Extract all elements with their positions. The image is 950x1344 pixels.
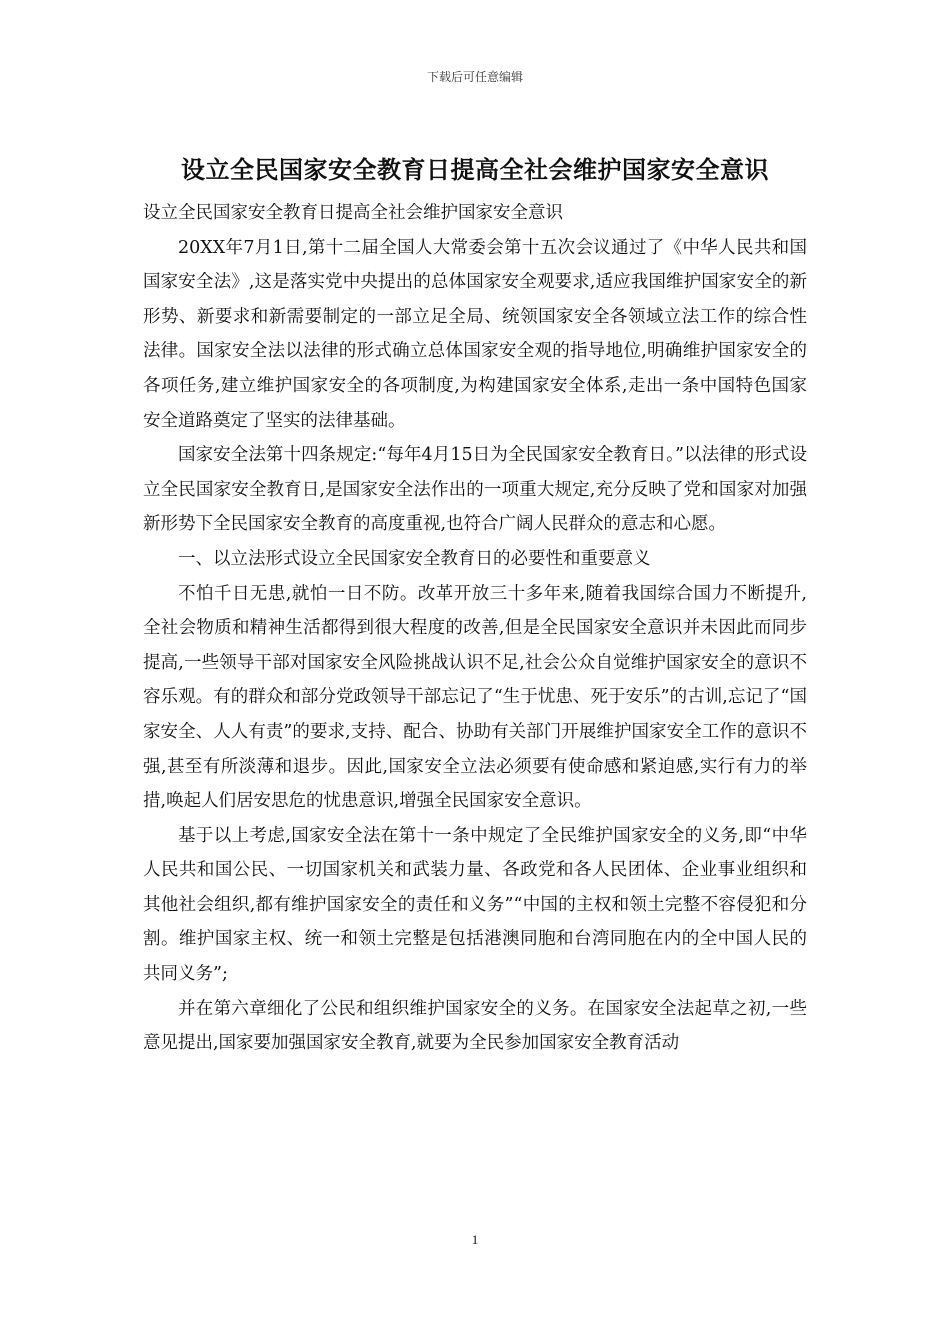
section-heading: 一、以立法形式设立全民国家安全教育日的必要性和重要意义 [178, 548, 651, 569]
paragraph: 不怕千日无患,就怕一日不防。改革开放三十多年来,随着我国综合国力不断提升,全社会物质和精神生活都得到很大程度的改善,但是全民国家安全意识并未因此而同步提高,一些领导干部对国家安全风险挑战认识不足,社会公众自觉维护国家安全的意识不容乐观。有的群众和部分党政领导干部忘记了“生于忧患、死于安乐”的古训,忘记了“国家安全、人人有责”的要求,支持、配合、协助有关部门开展维护国家安全工作的意识不强,甚至有所淡薄和退步。因此,国家安全立法必须要有使命感和紧迫感,实行有力的举措,唤起人们居安思危的忧患意识,增强全民国家安全意识。 [143, 583, 807, 812]
paragraph: 国家安全法第十四条规定:“每年4月15日为全民国家安全教育日。”以法律的形式设立全民国家安全教育日,是国家安全法作出的一项重大规定,充分反映了党和国家对加强新形势下全民国家安全教育的高度重视,也符合广阔人民群众的意志和心愿。 [143, 445, 807, 535]
paragraph: 基于以上考虑,国家安全法在第十一条中规定了全民维护国家安全的义务,即“中华人民共和国公民、一切国家机关和武装力量、各政党和各人民团体、企业事业组织和其他社会组织,都有维护国家安全的责任和义务”“中国的主权和领土完整不容侵犯和分割。维护国家主权、统一和领土完整是包括港澳同胞和台湾同胞在内的全中国人民的共同义务”; [143, 825, 807, 985]
paragraph: 并在第六章细化了公民和组织维护国家安全的义务。在国家安全法起草之初,一些意见提出,国家要加强国家安全教育,就要为全民参加国家安全教育活动 [143, 998, 807, 1054]
document-title: 设立全民国家安全教育日提高全社会维护国家安全意识 [181, 156, 769, 184]
header-note: 下载后可任意编辑 [426, 70, 523, 84]
paragraph: 20XX年7月1日,第十二届全国人大常委会第十五次会议通过了《中华人民共和国国家安全法》,这是落实党中央提出的总体国家安全观要求,适应我国维护国家安全的新形势、新要求和新需要制定的一部立足全局、统领国家安全各领域立法工作的综合性法律。国家安全法以法律的形式确立总体国家安全观的指导地位,明确维护国家安全的各项任务,建立维护国家安全的各项制度,为构建国家安全体系,走出一条中国特色国家安全道路奠定了坚实的法律基础。 [143, 237, 807, 431]
page-number: 1 [471, 1232, 479, 1247]
document-subtitle: 设立全民国家安全教育日提高全社会维护国家安全意识 [143, 203, 563, 223]
document-body [143, 196, 807, 1061]
